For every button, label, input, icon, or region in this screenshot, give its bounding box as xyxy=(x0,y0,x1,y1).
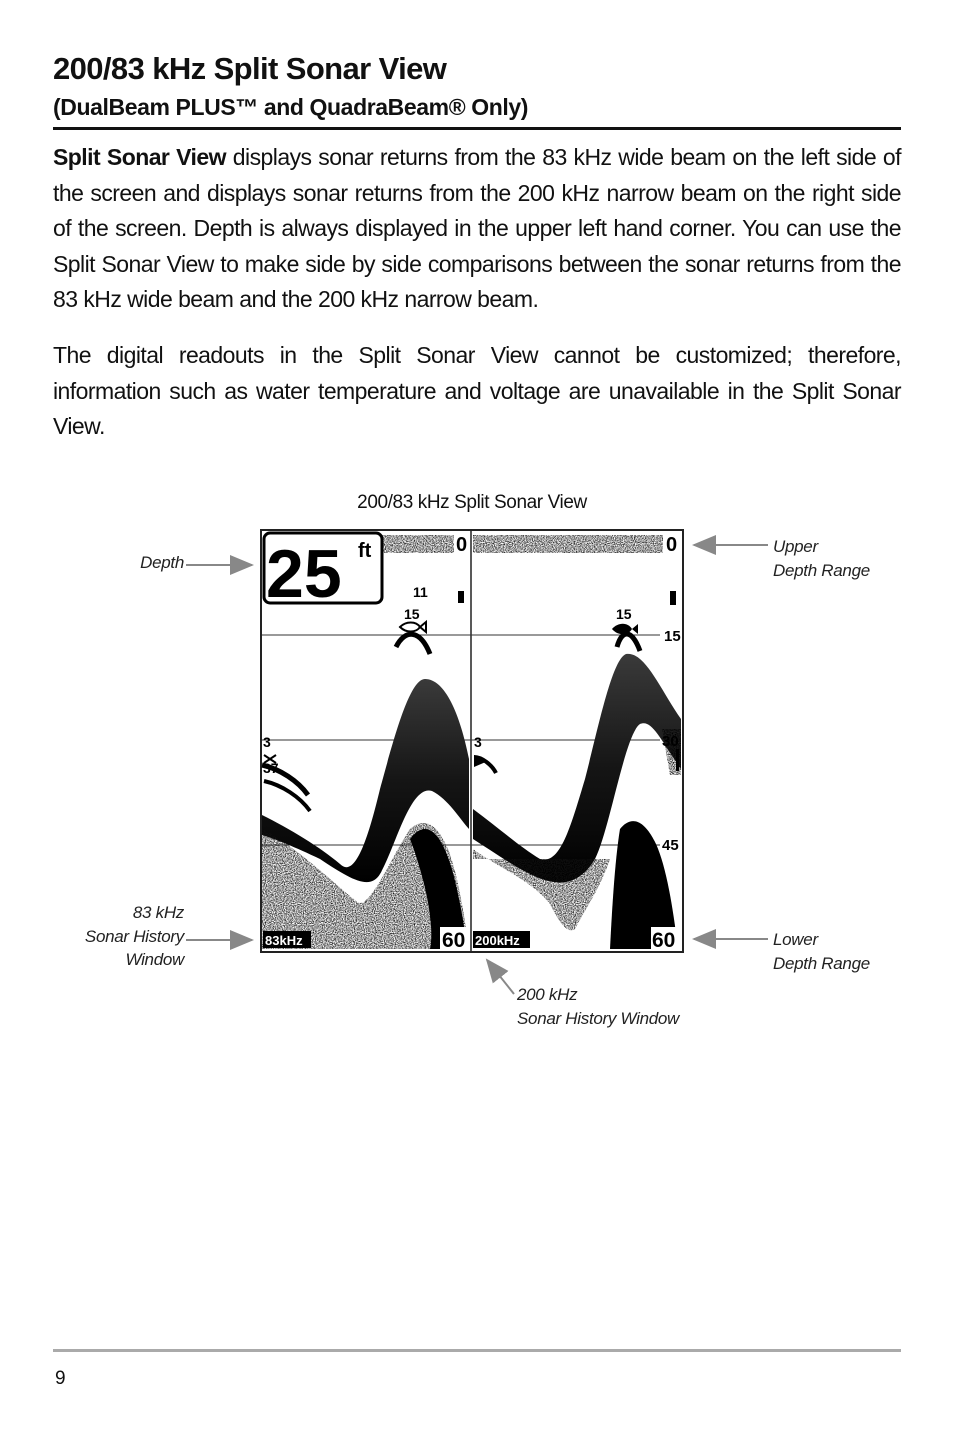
depth-readout-value: 25 xyxy=(266,536,342,612)
callout-200khz-window: 200 kHz Sonar History Window xyxy=(517,985,680,1028)
window-label-83khz: 83kHz xyxy=(265,933,303,948)
intro-text: displays sonar returns from the 83 kHz wide beam on the left side of the screen and displays sonar returns from the 200 kHz narrow beam on the right side of the screen. Depth is always displayed in the upper left hand corner. You can use the Split Sonar View to make side by side comparisons between the sonar returns from the 83 kHz wide beam and the 200 kHz narrow beam. xyxy=(53,144,901,312)
fish-depth-label: 15 xyxy=(404,606,420,622)
sonar-screen xyxy=(260,529,684,953)
readouts-paragraph: The digital readouts in the Split Sonar View cannot be customized; therefore, information such as water temperature and voltage are unavailable in the Split Sonar View. xyxy=(53,342,901,439)
surface-clutter-left xyxy=(382,535,454,553)
fish-depth-label: 3 xyxy=(474,734,482,750)
upper-range-right: 0 xyxy=(666,534,678,556)
figure-caption: 200/83 kHz Split Sonar View xyxy=(357,492,587,513)
callout-83khz-window: 83 kHz Sonar History Window xyxy=(84,903,184,969)
sonar-200-arrow xyxy=(487,960,514,994)
title-divider xyxy=(53,127,901,130)
lower-range-left: 60 xyxy=(442,929,466,952)
fish-depth-label: 3 xyxy=(263,734,271,750)
window-label-200khz: 200kHz xyxy=(475,933,520,948)
upper-range-left: 0 xyxy=(456,534,468,556)
fish-depth-label: 15 xyxy=(616,606,632,622)
callout-upper-depth-range: Upper Depth Range xyxy=(773,537,870,580)
page-subtitle: (DualBeam PLUS™ and QuadraBeam® Only) xyxy=(53,94,529,120)
depth-mark-15: 15 xyxy=(664,628,681,645)
footer-divider xyxy=(53,1349,901,1352)
intro-paragraph xyxy=(53,140,901,318)
intro-lead: Split Sonar View xyxy=(53,144,226,170)
depth-mark-45: 45 xyxy=(662,837,679,854)
fish-depth-label: 37 xyxy=(263,760,279,776)
callout-lower-depth-range: Lower Depth Range xyxy=(773,930,870,973)
callout-depth: Depth xyxy=(140,553,184,572)
page-title: 200/83 kHz Split Sonar View xyxy=(53,51,447,86)
depth-readout-unit: ft xyxy=(358,540,372,562)
surface-clutter-right xyxy=(473,535,663,553)
fish-depth-label: 11 xyxy=(413,584,428,600)
depth-mark-30: 30 xyxy=(662,733,679,750)
page-number: 9 xyxy=(55,1368,66,1389)
lower-range-right: 60 xyxy=(652,929,676,952)
